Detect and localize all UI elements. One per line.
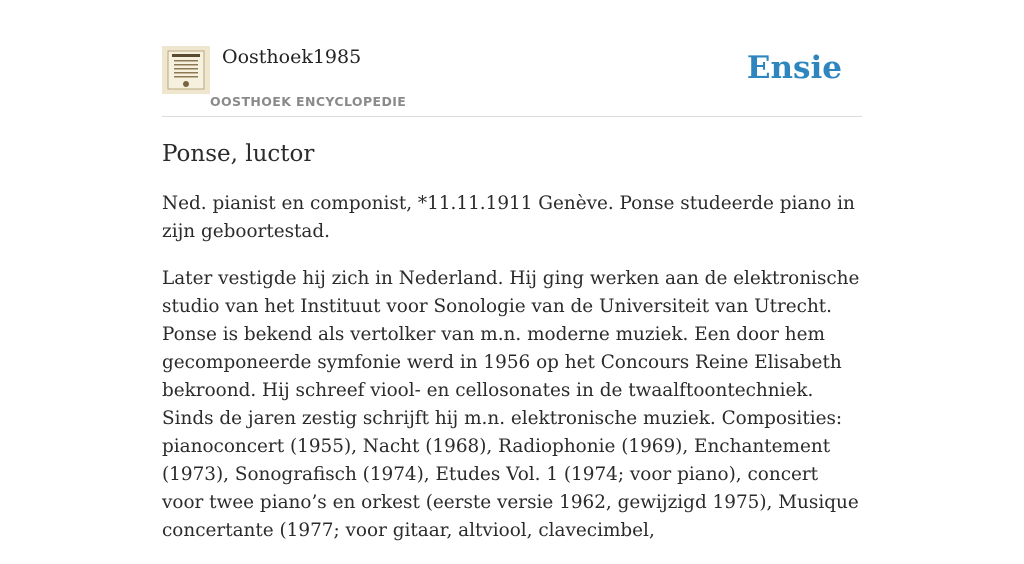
avatar[interactable] — [162, 46, 210, 94]
article-paragraph: Ned. pianist en componist, *11.11.1911 Genève. Ponse studeerde piano in zijn geboortestad. — [162, 193, 855, 242]
article-body — [162, 138, 864, 564]
brand-logo[interactable]: Ensie — [746, 50, 842, 86]
article-paragraph: Later vestigde hij zich in Nederland. Hij ging werken aan de elektronische studio van het Instituut voor Sonologie van de Universiteit van Utrecht. Ponse is bekend als vertolker van m.n. moderne muziek. Een door hem gecomponeerde symfonie werd in 1956 op het Concours Reine Elisabeth bekroond. Hij schreef viool- en cellosonates in de twaalftoontechniek. Sinds de jaren zestig schrijft hij m.n. elektronische muziek. Composities: pianoconcert (1955), Nacht (1968), Radiophonie (1969), Enchantement (1973), Sonografisch (1974), Etudes Vol. 1 (1974; voor piano), concert voor twee piano’s en orkest (eerste versie 1962, gewijzigd 1975), Musique concertante (1977; voor gitaar, altviool, clavecimbel, — [162, 268, 860, 541]
book-cover-icon — [162, 46, 210, 94]
article-header — [162, 44, 862, 117]
author-name[interactable]: Oosthoek1985 — [222, 46, 362, 68]
publication-name[interactable]: OOSTHOEK ENCYCLOPEDIE — [210, 94, 407, 109]
page-title: Ponse, luctor — [162, 141, 315, 167]
